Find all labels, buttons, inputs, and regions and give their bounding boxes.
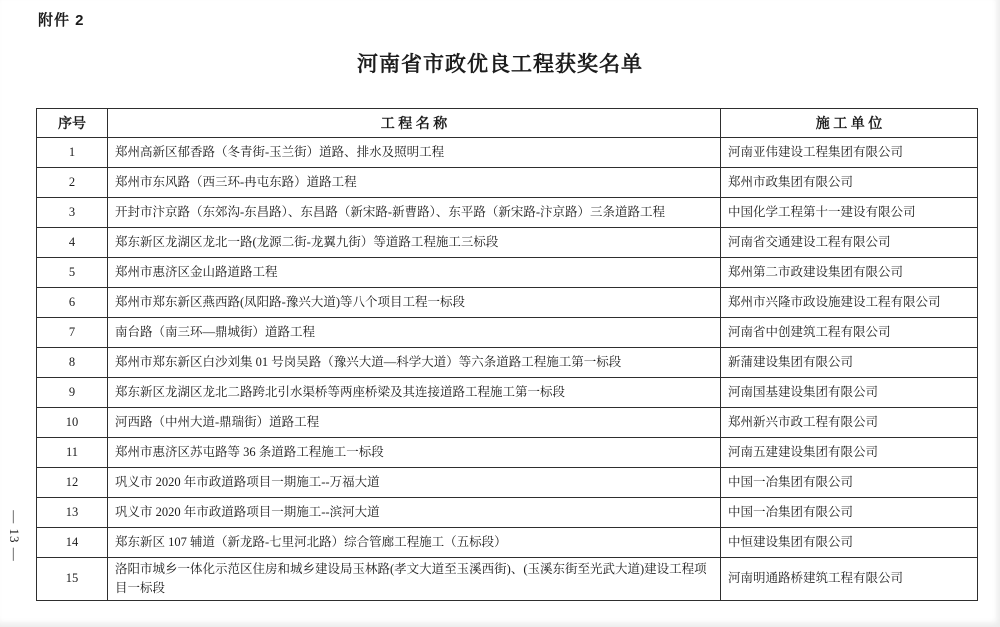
- table-row: [37, 558, 978, 601]
- table-row: [37, 318, 978, 348]
- table-row: [37, 168, 978, 198]
- table-row: [37, 498, 978, 528]
- row-project-name: 河西路（中州大道-鼎瑞街）道路工程: [108, 408, 721, 438]
- table-row: [37, 468, 978, 498]
- table-row: [37, 378, 978, 408]
- header-project-name: 工 程 名 称: [108, 109, 721, 138]
- table-row: [37, 438, 978, 468]
- row-project-name: 郑州市郑东新区燕西路(凤阳路-豫兴大道)等八个项目工程一标段: [108, 288, 721, 318]
- row-project-name: 郑东新区 107 辅道（新龙路-七里河北路）综合管廊工程施工（五标段）: [108, 528, 721, 558]
- row-serial-number: 1: [37, 138, 108, 168]
- table-body: [37, 138, 978, 601]
- row-project-name: 郑东新区龙湖区龙北二路跨北引水渠桥等两座桥梁及其连接道路工程施工第一标段: [108, 378, 721, 408]
- row-serial-number: 12: [37, 468, 108, 498]
- table-row: [37, 348, 978, 378]
- row-project-name: 郑东新区龙湖区龙北一路(龙源二街-龙翼九街）等道路工程施工三标段: [108, 228, 721, 258]
- row-project-name: 郑州高新区郁香路（冬青街-玉兰街）道路、排水及照明工程: [108, 138, 721, 168]
- table-row: [37, 138, 978, 168]
- table-header-row: [37, 109, 978, 138]
- row-project-name: 郑州市郑东新区白沙刘集 01 号岗吴路（豫兴大道—科学大道）等六条道路工程施工第一标段: [108, 348, 721, 378]
- attachment-label: 附件 2: [38, 12, 85, 29]
- row-serial-number: 13: [37, 498, 108, 528]
- row-construction-unit: 河南国基建设集团有限公司: [721, 378, 978, 408]
- row-construction-unit: 郑州新兴市政工程有限公司: [721, 408, 978, 438]
- row-construction-unit: 河南省交通建设工程有限公司: [721, 228, 978, 258]
- row-construction-unit: 中恒建设集团有限公司: [721, 528, 978, 558]
- table-row: [37, 228, 978, 258]
- row-serial-number: 14: [37, 528, 108, 558]
- row-serial-number: 6: [37, 288, 108, 318]
- table-row: [37, 258, 978, 288]
- row-serial-number: 9: [37, 378, 108, 408]
- row-serial-number: 10: [37, 408, 108, 438]
- row-construction-unit: 郑州市政集团有限公司: [721, 168, 978, 198]
- row-construction-unit: 河南五建建设集团有限公司: [721, 438, 978, 468]
- row-construction-unit: 河南省中创建筑工程有限公司: [721, 318, 978, 348]
- table-row: [37, 528, 978, 558]
- row-serial-number: 5: [37, 258, 108, 288]
- awards-table: [36, 108, 978, 601]
- page-title: 河南省市政优良工程获奖名单: [357, 53, 643, 76]
- row-construction-unit: 河南明通路桥建筑工程有限公司: [721, 558, 978, 601]
- row-construction-unit: 河南亚伟建设工程集团有限公司: [721, 138, 978, 168]
- page-number: — 13 —: [7, 510, 22, 562]
- row-serial-number: 2: [37, 168, 108, 198]
- row-serial-number: 3: [37, 198, 108, 228]
- row-serial-number: 4: [37, 228, 108, 258]
- row-serial-number: 11: [37, 438, 108, 468]
- row-serial-number: 7: [37, 318, 108, 348]
- row-serial-number: 15: [37, 558, 108, 601]
- row-construction-unit: 中国一冶集团有限公司: [721, 468, 978, 498]
- header-construction-unit: 施 工 单 位: [721, 109, 978, 138]
- row-project-name: 郑州市惠济区金山路道路工程: [108, 258, 721, 288]
- row-construction-unit: 中国一冶集团有限公司: [721, 498, 978, 528]
- row-construction-unit: 郑州市兴隆市政设施建设工程有限公司: [721, 288, 978, 318]
- row-project-name: 巩义市 2020 年市政道路项目一期施工--滨河大道: [108, 498, 721, 528]
- row-construction-unit: 中国化学工程第十一建设有限公司: [721, 198, 978, 228]
- row-project-name: 南台路（南三环—鼎城街）道路工程: [108, 318, 721, 348]
- table-row: [37, 198, 978, 228]
- row-project-name: 开封市汴京路（东郊沟-东昌路）、东昌路（新宋路-新曹路）、东平路（新宋路-汴京路）三条道路工程: [108, 198, 721, 228]
- row-project-name: 郑州市东风路（西三环-冉屯东路）道路工程: [108, 168, 721, 198]
- row-construction-unit: 新蒲建设集团有限公司: [721, 348, 978, 378]
- row-serial-number: 8: [37, 348, 108, 378]
- table-row: [37, 288, 978, 318]
- row-project-name: 洛阳市城乡一体化示范区住房和城乡建设局玉林路(孝文大道至玉溪西街)、(玉溪东街至光武大道)建设工程项目一标段: [108, 558, 721, 601]
- row-project-name: 巩义市 2020 年市政道路项目一期施工--万福大道: [108, 468, 721, 498]
- header-serial-number: 序号: [37, 109, 108, 138]
- table-row: [37, 408, 978, 438]
- row-project-name: 郑州市惠济区苏屯路等 36 条道路工程施工一标段: [108, 438, 721, 468]
- row-construction-unit: 郑州第二市政建设集团有限公司: [721, 258, 978, 288]
